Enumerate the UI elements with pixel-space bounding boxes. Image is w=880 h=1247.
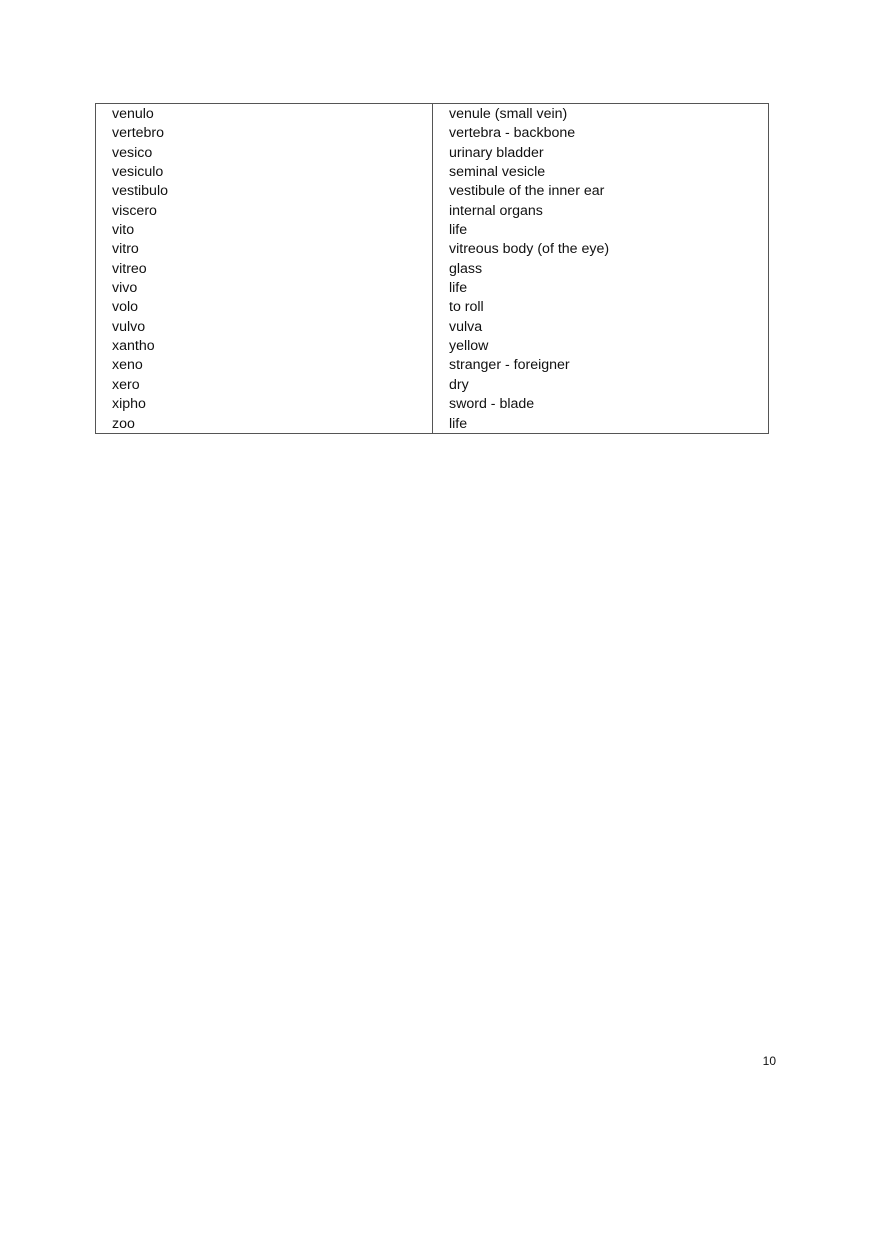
glossary-term: xipho [112,396,146,413]
glossary-meaning: life [449,280,468,297]
glossary-term: zoo [112,415,135,432]
glossary-table [95,103,769,434]
glossary-term: vulvo [112,318,146,335]
glossary-meaning: sword - blade [449,396,535,413]
glossary-meaning: venule (small vein) [449,106,568,122]
glossary-term: vestibulo [112,183,168,200]
glossary-meaning: life [449,222,468,239]
glossary-meaning: to roll [449,299,484,316]
glossary-meaning: vertebra - backbone [449,125,576,142]
glossary-term: vito [112,222,135,239]
glossary-term: vesiculo [112,164,164,181]
glossary-term: vitreo [112,260,147,277]
glossary-meaning: seminal vesicle [449,164,546,181]
meaning-column [449,105,764,434]
glossary-term: vitro [112,241,139,258]
glossary-term: viscero [112,202,157,219]
glossary-meaning: vestibule of the inner ear [449,183,605,200]
glossary-term: vesico [112,144,153,161]
glossary-term: venulo [112,106,154,122]
glossary-meaning: vitreous body (of the eye) [449,241,610,258]
glossary-term: xeno [112,357,143,374]
glossary-meaning: life [449,415,468,432]
glossary-term: vivo [112,280,138,297]
glossary-meaning: yellow [449,338,489,355]
term-column [112,105,422,434]
glossary-meaning: internal organs [449,202,543,219]
glossary-term: xantho [112,338,155,355]
page-number: 10 [762,1054,776,1068]
glossary-meaning: urinary bladder [449,144,544,161]
column-divider [432,104,433,433]
glossary-meaning: stranger - foreigner [449,357,570,374]
glossary-term: xero [112,376,140,393]
glossary-term: vertebro [112,125,165,142]
glossary-meaning: vulva [449,318,483,335]
glossary-meaning: dry [449,376,469,393]
glossary-term: volo [112,299,139,316]
glossary-meaning: glass [449,260,483,277]
